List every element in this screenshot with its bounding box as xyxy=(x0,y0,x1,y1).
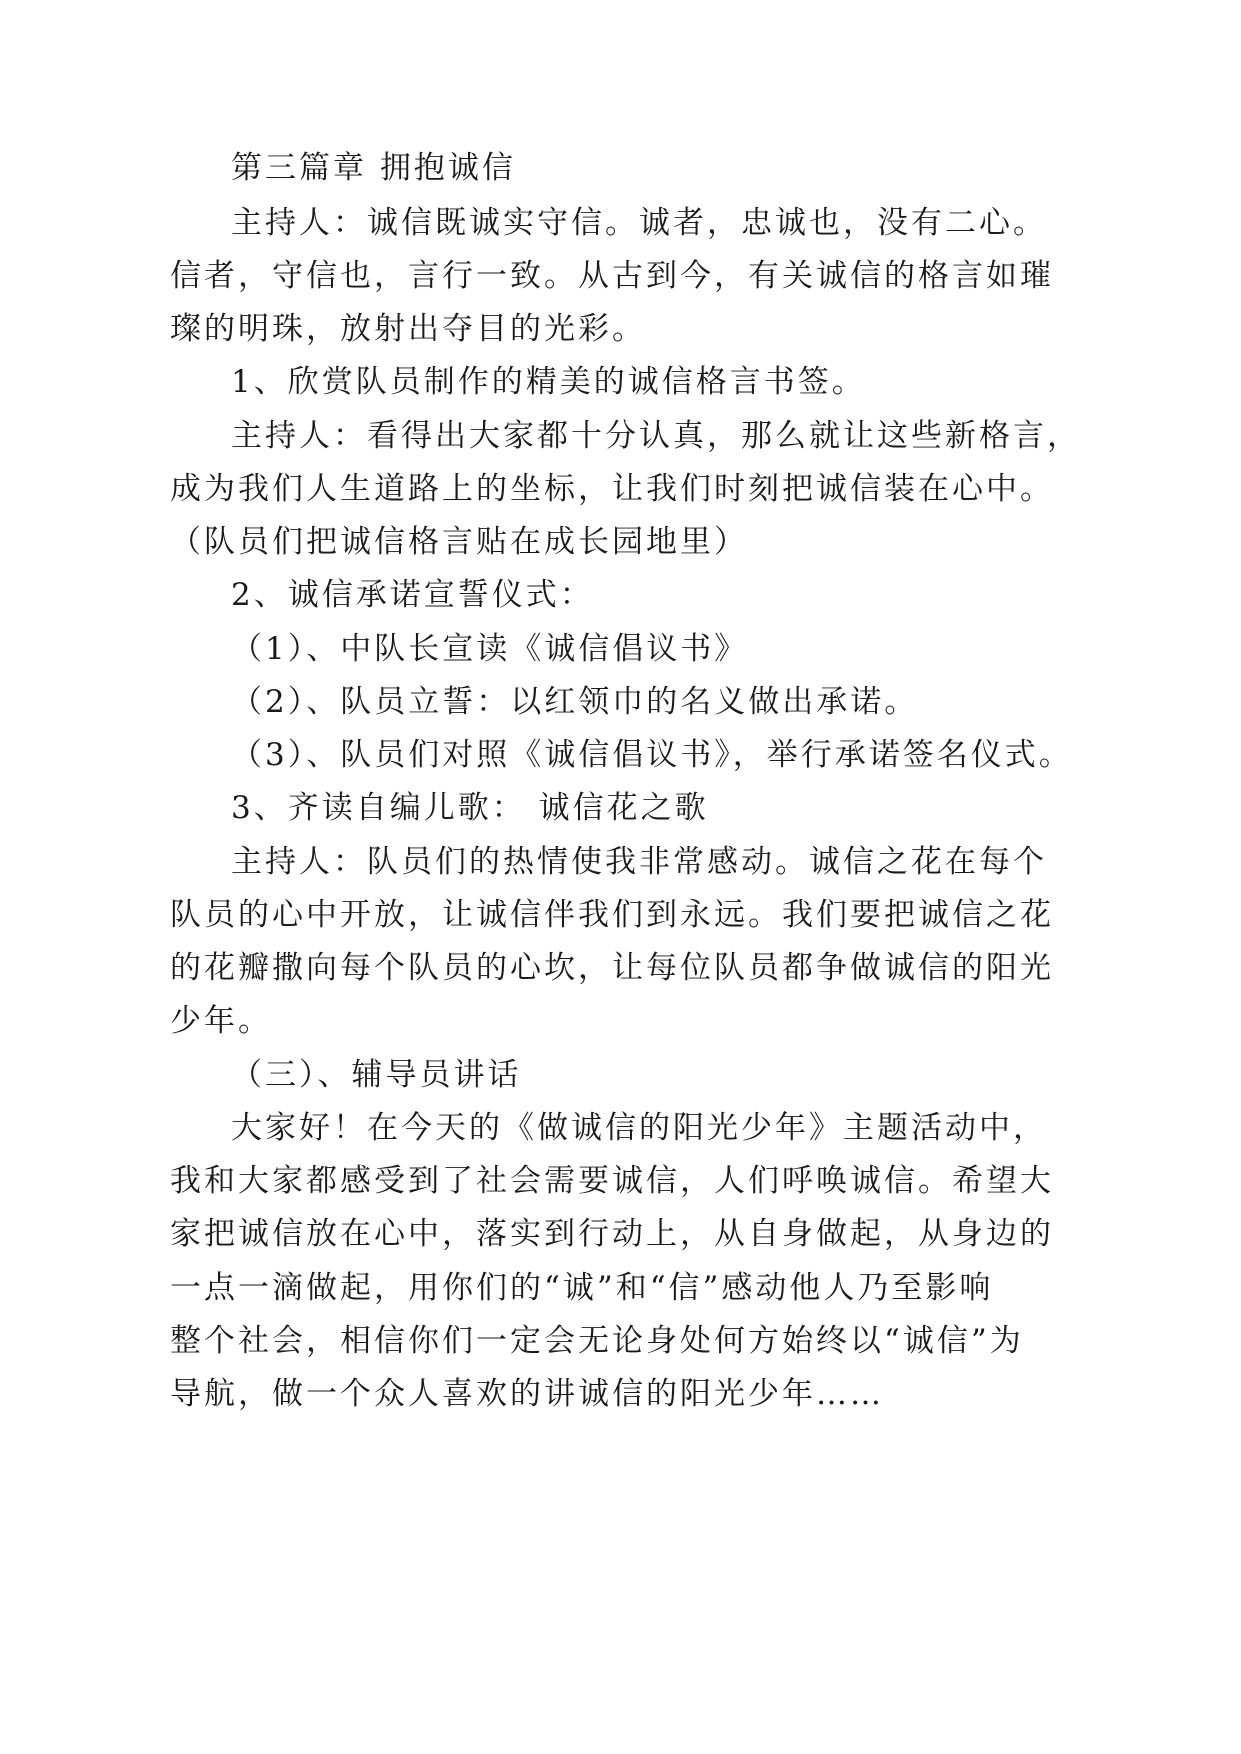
paragraph-line: （队员们把诚信格言贴在成长园地里） xyxy=(170,524,748,560)
paragraph-line: 家把诚信放在心中，落实到行动上，从自身做起，从身边的 xyxy=(170,1216,1054,1252)
paragraph-line: 队员的心中开放，让诚信伴我们到永远。我们要把诚信之花 xyxy=(170,897,1054,933)
paragraph-line: 璨的明珠，放射出夺目的光彩。 xyxy=(170,311,646,347)
paragraph-line: 主持人：看得出大家都十分认真，那么就让这些新格言， xyxy=(231,418,1081,454)
paragraph-line: 一点一滴做起，用你们的“诚”和“信”感动他人乃至影响 xyxy=(170,1270,994,1306)
sub-list-item: （1）、中队长宣读《诚信倡议书》 xyxy=(231,631,749,667)
paragraph-line: 的花瓣撒向每个队员的心坎，让每位队员都争做诚信的阳光 xyxy=(170,950,1054,986)
section-heading: （三）、辅导员讲话 xyxy=(231,1057,522,1093)
sub-list-item: （3）、队员们对照《诚信倡议书》，举行承诺签名仪式。 xyxy=(231,737,1073,773)
list-item: 2、诚信承诺宣誓仪式： xyxy=(231,577,594,613)
paragraph-line: 我和大家都感受到了社会需要诚信，人们呼唤诚信。希望大 xyxy=(170,1163,1054,1199)
list-item: 1、欣赏队员制作的精美的诚信格言书签。 xyxy=(231,364,866,400)
paragraph-line: 信者，守信也，言行一致。从古到今，有关诚信的格言如璀 xyxy=(170,258,1054,294)
chapter-heading: 第三篇章 拥抱诚信 xyxy=(231,150,516,186)
paragraph-line: 主持人：诚信既诚实守信。诚者，忠诚也，没有二心。 xyxy=(231,205,1047,241)
paragraph-line: 大家好！在今天的《做诚信的阳光少年》主题活动中， xyxy=(231,1110,1047,1146)
paragraph-line: 少年。 xyxy=(170,1003,272,1039)
paragraph-line: 主持人：队员们的热情使我非常感动。诚信之花在每个 xyxy=(231,844,1047,880)
list-item: 3、齐读自编儿歌： 诚信花之歌 xyxy=(231,790,709,826)
paragraph-line: 整个社会，相信你们一定会无论身处何方始终以“诚信”为 xyxy=(170,1323,1024,1359)
paragraph-line: 成为我们人生道路上的坐标，让我们时刻把诚信装在心中。 xyxy=(170,471,1054,507)
paragraph-line: 导航，做一个众人喜欢的讲诚信的阳光少年…… xyxy=(170,1376,884,1412)
sub-list-item: （2）、队员立誓：以红领巾的名义做出承诺。 xyxy=(231,684,919,720)
